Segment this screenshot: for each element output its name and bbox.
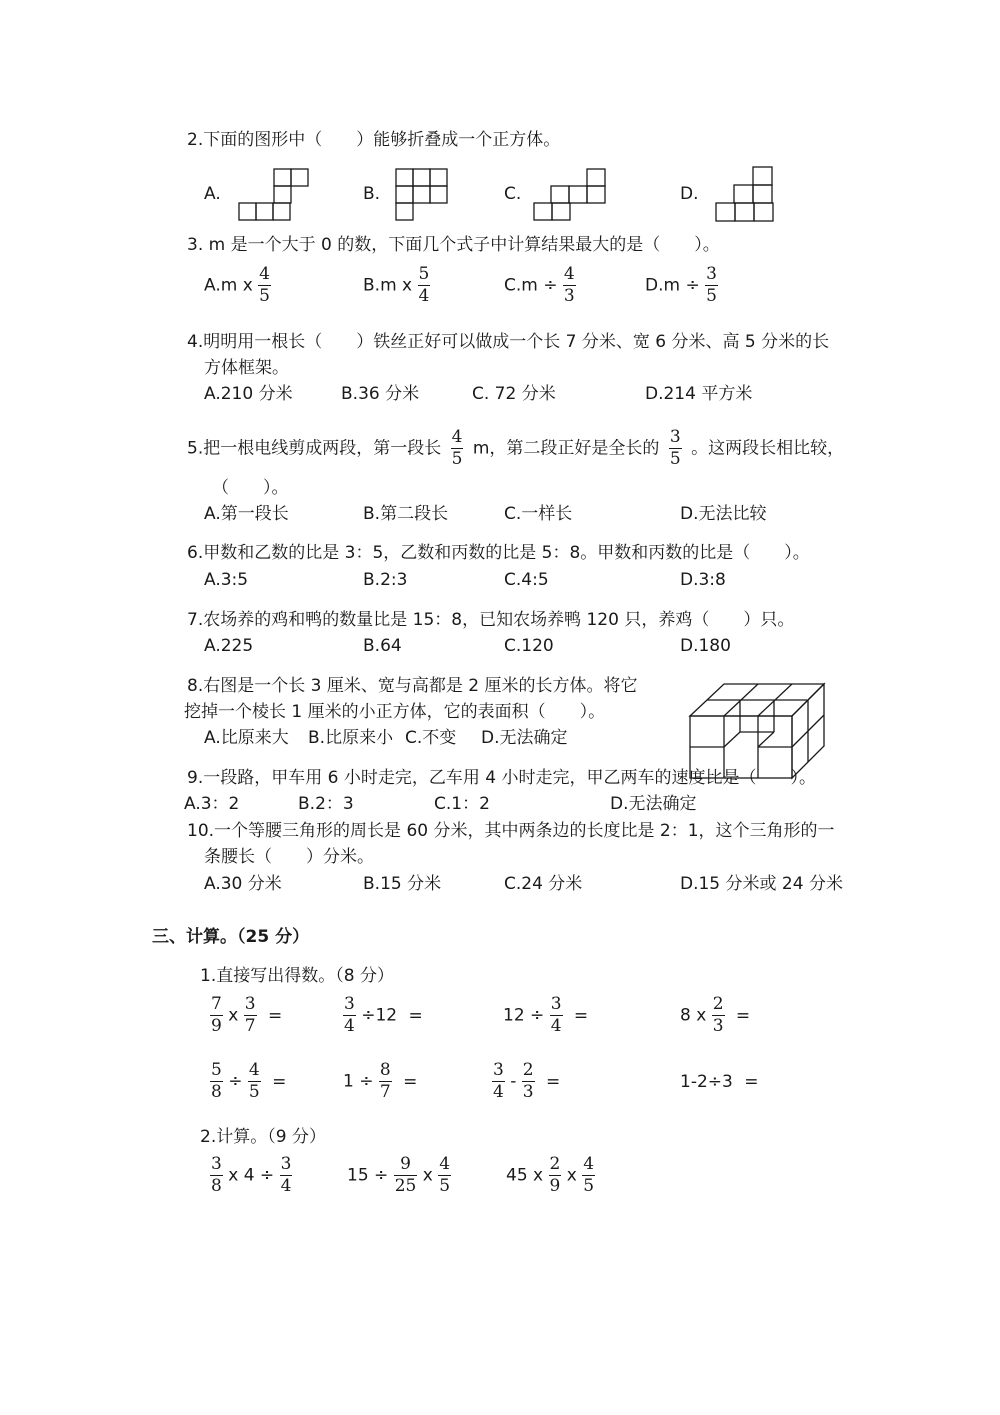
q9-option-b: B.2：3 xyxy=(298,794,354,814)
q2-option-b-label: B. xyxy=(363,184,381,204)
calc1-e3-eq: = xyxy=(573,1005,589,1026)
q6-option-b: B.2:3 xyxy=(363,570,408,590)
q2-net-c xyxy=(533,168,607,220)
section3-part2-title: 2.计算。（9 分） xyxy=(200,1127,326,1147)
calc1-e2-frac: $\frac{3}{4}$ xyxy=(344,994,355,1036)
q7-option-d: D.180 xyxy=(680,636,731,656)
q8-stem-line2: 挖掉一个棱长 1 厘米的小正方体，它的表面积（ ）。 xyxy=(184,702,606,722)
q4-stem-line1: 4.明明用一根长（ ）铁丝正好可以做成一个长 7 分米、宽 6 分米、高 5 分米的长 xyxy=(187,332,830,352)
q7-stem: 7.农场养的鸡和鸭的数量比是 15：8，已知农场养鸭 120 只，养鸡（ ）只。 xyxy=(187,610,795,630)
calc1-e7-op: - xyxy=(510,1071,517,1092)
q3-c-prefix: C.m ÷ xyxy=(504,275,558,296)
q2-option-d-label: D. xyxy=(680,184,699,204)
calc2-e3-frac-b: $\frac{4}{5}$ xyxy=(583,1154,595,1196)
calc1-e2-tail: ÷12 xyxy=(361,1005,398,1026)
q8-option-c: C.不变 xyxy=(405,728,457,748)
calc2-e3-head: 45 x xyxy=(506,1165,544,1186)
q4-option-c: C. 72 分米 xyxy=(472,384,556,404)
q2-net-d xyxy=(715,166,773,222)
calc2-e1-frac-a: $\frac{3}{8}$ xyxy=(211,1154,222,1196)
calc2-e2-op: x xyxy=(422,1165,433,1186)
calc1-e4-frac: $\frac{2}{3}$ xyxy=(712,994,724,1036)
calc1-e5-frac-b: $\frac{4}{5}$ xyxy=(248,1060,260,1102)
calc1-e7-frac-b: $\frac{2}{3}$ xyxy=(522,1060,534,1102)
q6-stem: 6.甲数和乙数的比是 3：5，乙数和丙数的比是 5：8。甲数和丙数的比是（ ）。 xyxy=(187,543,810,563)
calc2-expr-2 xyxy=(347,1156,451,1195)
calc2-e3-op: x xyxy=(566,1165,577,1186)
q4-stem-line2: 方体框架。 xyxy=(204,358,289,378)
q10-option-d: D.15 分米或 24 分米 xyxy=(680,874,843,894)
q6-option-a: A.3:5 xyxy=(204,570,249,590)
q5-stem-line1 xyxy=(187,429,844,468)
q9-stem: 9.一段路，甲车用 6 小时走完，乙车用 4 小时走完，甲乙两车的速度比是（ ）。 xyxy=(187,768,816,788)
q3-d-fraction: $\frac{3}{5}$ xyxy=(706,264,717,306)
q10-stem-line2: 条腰长（ ）分米。 xyxy=(204,847,374,867)
calc1-e7-eq: = xyxy=(546,1071,561,1092)
q3-a-fraction: $\frac{4}{5}$ xyxy=(259,264,270,306)
q3-c-fraction: $\frac{4}{3}$ xyxy=(563,264,575,306)
calc2-e3-frac-a: $\frac{2}{9}$ xyxy=(549,1154,561,1196)
calc1-e6-frac: $\frac{8}{7}$ xyxy=(379,1060,391,1102)
calc1-e6-eq: = xyxy=(403,1071,418,1092)
q6-option-c: C.4:5 xyxy=(504,570,549,590)
q2-option-c-label: C. xyxy=(504,184,522,204)
calc2-e2-frac-b: $\frac{4}{5}$ xyxy=(439,1154,451,1196)
q2-net-b xyxy=(395,168,447,220)
q8-option-d: D.无法确定 xyxy=(481,728,568,748)
q8-cuboid-figure xyxy=(688,682,830,782)
q5-option-d: D.无法比较 xyxy=(680,504,767,524)
section3-part1-title: 1.直接写出得数。（8 分） xyxy=(200,966,394,986)
q5-option-b: B.第二段长 xyxy=(363,504,449,524)
q5-fraction-2: $\frac{3}{5}$ xyxy=(669,427,681,469)
q3-stem: 3. m 是一个大于 0 的数，下面几个式子中计算结果最大的是（ ）。 xyxy=(187,235,720,255)
q8-option-b: B.比原来小 xyxy=(308,728,394,748)
q4-option-b: B.36 分米 xyxy=(341,384,420,404)
q6-option-d: D.3:8 xyxy=(680,570,726,590)
q7-option-b: B.64 xyxy=(363,636,402,656)
q3-option-a xyxy=(204,266,271,305)
q9-option-a: A.3：2 xyxy=(184,794,240,814)
calc1-e1-frac-b: $\frac{3}{7}$ xyxy=(244,994,256,1036)
calc1-expr-7 xyxy=(492,1062,560,1101)
q8-stem-line1: 8.右图是一个长 3 厘米、宽与高都是 2 厘米的长方体。将它 xyxy=(187,676,638,696)
q10-option-c: C.24 分米 xyxy=(504,874,583,894)
q10-option-a: A.30 分米 xyxy=(204,874,282,894)
calc1-e4-head: 8 x xyxy=(680,1005,707,1026)
calc2-e1-frac-b: $\frac{3}{4}$ xyxy=(280,1154,292,1196)
calc1-e3-frac: $\frac{3}{4}$ xyxy=(550,994,562,1036)
calc1-e1-op: x xyxy=(228,1005,239,1026)
calc1-e6-head: 1 ÷ xyxy=(343,1071,374,1092)
calc1-e5-op: ÷ xyxy=(228,1071,243,1092)
calc2-expr-1 xyxy=(210,1156,292,1195)
calc1-expr-4 xyxy=(680,996,750,1035)
calc1-e3-head: 12 ÷ xyxy=(503,1005,545,1026)
q9-option-c: C.1：2 xyxy=(434,794,490,814)
q5-part2: m，第二段正好是全长的 xyxy=(472,438,660,459)
q3-d-prefix: D.m ÷ xyxy=(645,275,700,296)
calc1-expr-2 xyxy=(343,996,423,1035)
q3-a-prefix: A.m x xyxy=(204,275,253,296)
calc1-e1-frac-a: $\frac{7}{9}$ xyxy=(211,994,222,1036)
q2-net-a xyxy=(238,168,308,220)
q8-option-a: A.比原来大 xyxy=(204,728,289,748)
q5-option-c: C.一样长 xyxy=(504,504,573,524)
calc1-e8-text: 1-2÷3 xyxy=(680,1072,733,1092)
calc1-e2-eq: = xyxy=(408,1005,423,1026)
calc1-expr-6 xyxy=(343,1062,417,1101)
calc1-e4-eq: = xyxy=(735,1005,751,1026)
q5-part1: 5.把一根电线剪成两段，第一段长 xyxy=(187,438,442,459)
calc1-expr-3 xyxy=(503,996,588,1035)
q10-option-b: B.15 分米 xyxy=(363,874,442,894)
calc1-e5-eq: = xyxy=(272,1071,287,1092)
q5-option-a: A.第一段长 xyxy=(204,504,289,524)
calc2-e2-frac-a: $\frac{9}{25}$ xyxy=(394,1154,417,1196)
q5-fraction-1: $\frac{4}{5}$ xyxy=(451,427,463,469)
calc1-e8-eq: = xyxy=(744,1072,759,1092)
section3-title: 三、计算。（25 分） xyxy=(152,927,310,947)
q10-stem-line1: 10.一个等腰三角形的周长是 60 分米，其中两条边的长度比是 2：1，这个三角形的一 xyxy=(187,821,835,841)
q3-b-fraction: $\frac{5}{4}$ xyxy=(418,264,430,306)
q3-option-c xyxy=(504,266,576,305)
q7-option-a: A.225 xyxy=(204,636,254,656)
q3-option-d xyxy=(645,266,718,305)
calc1-expr-5 xyxy=(210,1062,286,1101)
calc2-e2-head: 15 ÷ xyxy=(347,1165,389,1186)
calc1-expr-1 xyxy=(210,996,282,1035)
q3-option-b xyxy=(363,266,430,305)
calc1-e7-frac-a: $\frac{3}{4}$ xyxy=(493,1060,504,1102)
q5-stem-line2: （ ）。 xyxy=(212,478,289,498)
q9-option-d: D.无法确定 xyxy=(610,794,697,814)
q3-b-prefix: B.m x xyxy=(363,275,413,296)
calc2-expr-3 xyxy=(506,1156,595,1195)
q5-part3: 。这两段长相比较， xyxy=(691,438,845,459)
calc2-e1-mid: x 4 ÷ xyxy=(228,1165,275,1186)
calc1-e5-frac-a: $\frac{5}{8}$ xyxy=(211,1060,222,1102)
q4-option-d: D.214 平方米 xyxy=(645,384,753,404)
calc1-expr-8 xyxy=(680,1074,758,1091)
calc1-e1-eq: = xyxy=(267,1005,283,1026)
q7-option-c: C.120 xyxy=(504,636,554,656)
q2-option-a-label: A. xyxy=(204,184,221,204)
q4-option-a: A.210 分米 xyxy=(204,384,293,404)
q2-stem: 2.下面的图形中（ ）能够折叠成一个正方体。 xyxy=(187,130,561,150)
